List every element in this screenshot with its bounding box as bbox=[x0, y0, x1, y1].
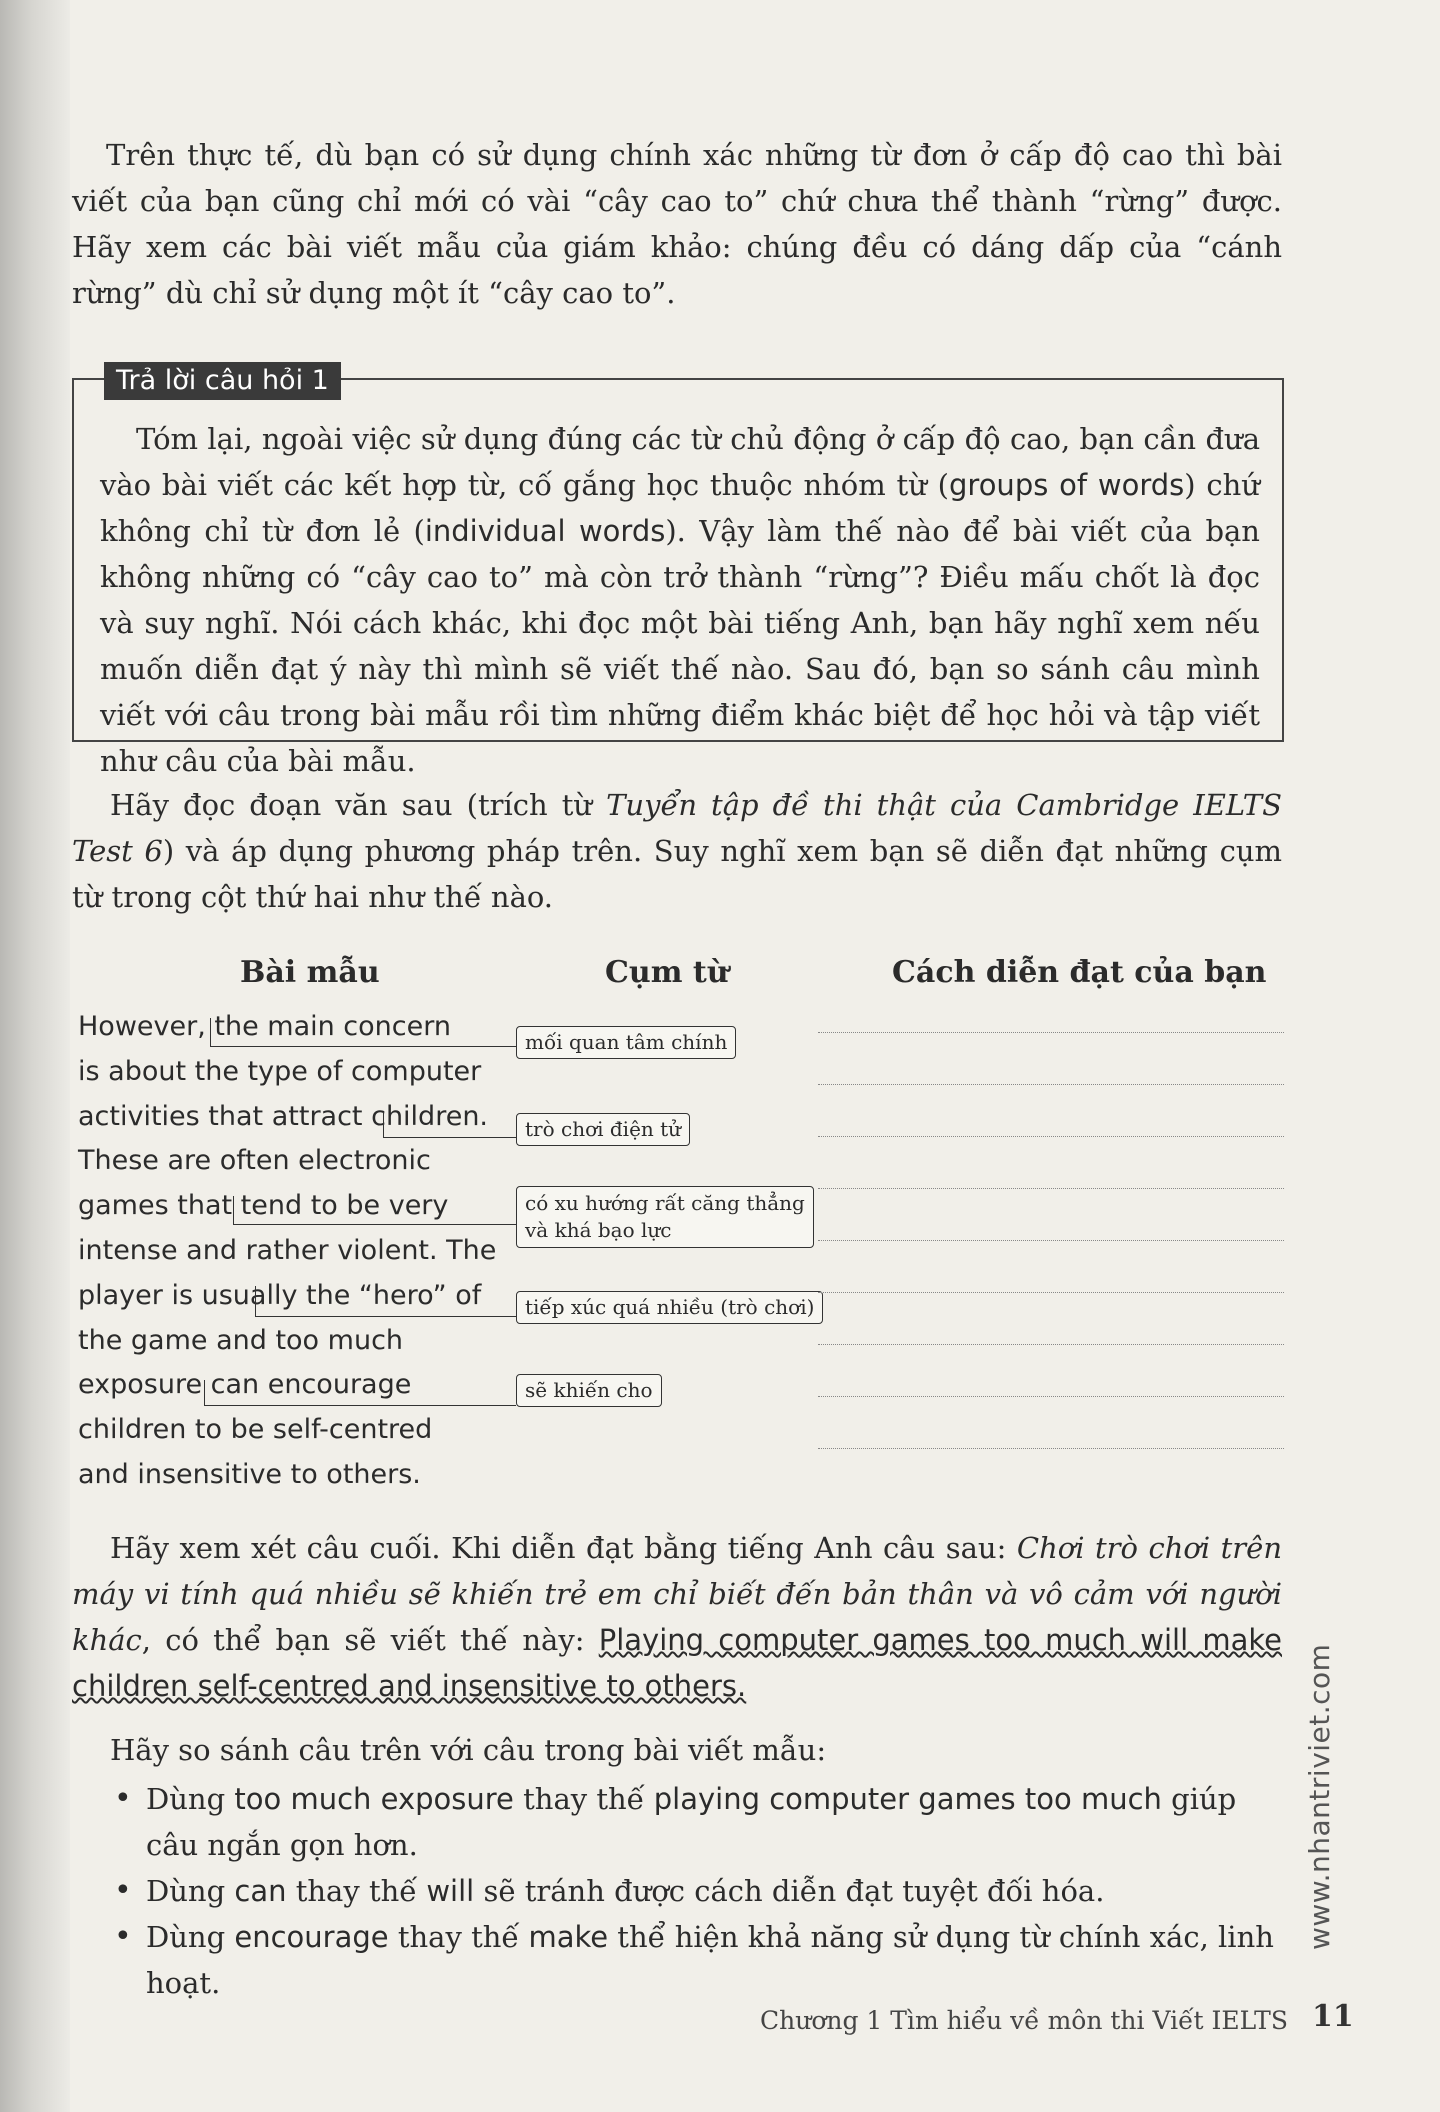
connector-line bbox=[210, 1018, 518, 1047]
answer-box-text bbox=[100, 416, 1260, 784]
bullet-text: sẽ tránh được cách diễn đạt tuyệt đối hóa. bbox=[474, 1874, 1105, 1908]
sample-line: These are often electronic bbox=[78, 1145, 431, 1177]
answer-line[interactable] bbox=[818, 1344, 1284, 1345]
page-gutter-shadow bbox=[0, 0, 70, 2112]
sample-line: intense and rather violent. The bbox=[78, 1234, 497, 1266]
phrase-chip-intense-violent bbox=[516, 1186, 814, 1248]
answer-text-e: ). Vậy làm thế nào để bài viết của bạn không những có “cây cao to” mà còn trở thành “rừng”? Điều mấu chốt là đọc và suy nghĩ. Nói cách khác, khi đọc một bài tiếng Anh, bạn hãy nghĩ xem nếu muốn diễn đạt ý này thì mình sẽ viết thế nào. Sau đó, bạn so sánh câu mình viết với câu trong bài mẫu rồi tìm những điểm khác biệt để học hỏi và tập viết như câu của bài mẫu. bbox=[100, 514, 1260, 778]
intro-paragraph: Trên thực tế, dù bạn có sử dụng chính xác những từ đơn ở cấp độ cao thì bài viết của bạn cũng chỉ mới có vài “cây cao to” chứ chưa thể thành “rừng” được. Hãy xem các bài viết mẫu của giám khảo: chúng đều có dáng dấp của “cánh rừng” dù chỉ sử dụng một ít “cây cao to”. bbox=[72, 138, 1282, 310]
sample-line: games that tend to be very bbox=[78, 1190, 449, 1222]
phrase-chip-encourage: sẽ khiến cho bbox=[516, 1374, 662, 1407]
answer-text-a: Tóm lại, ngoài việc sử dụng đúng các từ chủ động ở cấp độ cao, bạn cần đưa vào bài viết các kết hợp từ, cố gắng học thuộc nhóm từ ( bbox=[100, 422, 1260, 502]
answer-line[interactable] bbox=[818, 1084, 1284, 1085]
connector-line bbox=[233, 1196, 516, 1225]
answer-box-tag: Trả lời câu hỏi 1 bbox=[104, 362, 341, 400]
column-header-yours: Cách diễn đạt của bạn bbox=[892, 955, 1267, 990]
phrase-chip-line: và khá bạo lực bbox=[525, 1218, 672, 1242]
bullet-text: thay thế bbox=[286, 1874, 427, 1908]
phrase-chip-line: có xu hướng rất căng thẳng bbox=[525, 1191, 805, 1215]
sample-line: the game and too much bbox=[78, 1324, 404, 1356]
exercise-intro-a: Hãy đọc đoạn văn sau (trích từ bbox=[110, 788, 607, 822]
consider-a: Hãy xem xét câu cuối. Khi diễn đạt bằng tiếng Anh câu sau: bbox=[110, 1531, 1017, 1565]
page-number: 11 bbox=[1312, 1999, 1354, 2034]
publisher-url: www.nhantriviet.com bbox=[1303, 1643, 1336, 1950]
phrase-chip-electronic-games: trò chơi điện tử bbox=[516, 1113, 690, 1146]
column-header-sample: Bài mẫu bbox=[240, 955, 380, 990]
list-item bbox=[110, 1868, 1290, 1914]
phrase-chip-too-much-exposure: tiếp xúc quá nhiều (trò chơi) bbox=[516, 1291, 823, 1324]
comparison-list bbox=[110, 1776, 1290, 2006]
answer-line[interactable] bbox=[818, 1292, 1284, 1293]
bullet-term: make bbox=[528, 1920, 609, 1954]
sample-line: is about the type of computer bbox=[78, 1055, 482, 1087]
sample-line: and insensitive to others. bbox=[78, 1458, 421, 1490]
bullet-text: Dùng bbox=[146, 1920, 235, 1954]
consider-c: , có thể bạn sẽ viết thế này: bbox=[141, 1623, 599, 1657]
answer-line[interactable] bbox=[818, 1188, 1284, 1189]
sample-passage bbox=[78, 1005, 508, 1498]
bullet-term: encourage bbox=[234, 1920, 389, 1954]
exercise-source-title: Tuyển tập đề thi thật của Cambridge IELTS Test 6 bbox=[72, 788, 1282, 868]
chapter-footer: Chương 1 Tìm hiểu về môn thi Viết IELTS bbox=[760, 2006, 1288, 2035]
sample-line: children to be self-centred bbox=[78, 1414, 433, 1446]
bullet-term: playing computer games too much bbox=[653, 1782, 1162, 1816]
answer-line[interactable] bbox=[818, 1448, 1284, 1449]
bullet-term: will bbox=[426, 1874, 475, 1908]
connector-line bbox=[204, 1380, 516, 1406]
answer-text-groups: groups of words bbox=[949, 468, 1185, 502]
consider-vietnamese-sentence: Chơi trò chơi trên máy vi tính quá nhiều sẽ khiến trẻ em chỉ biết đến bản thân và vô cảm với người khác bbox=[72, 1531, 1282, 1657]
bullet-text: Dùng bbox=[146, 1874, 235, 1908]
bullet-text: giúp câu ngắn gọn hơn. bbox=[146, 1782, 1237, 1862]
bullet-text: Dùng bbox=[146, 1782, 235, 1816]
compare-heading: Hãy so sánh câu trên với câu trong bài viết mẫu: bbox=[110, 1733, 827, 1767]
answer-line[interactable] bbox=[818, 1396, 1284, 1397]
bullet-text: thay thế bbox=[513, 1782, 654, 1816]
bullet-text: thể hiện khả năng sử dụng từ chính xác, linh hoạt. bbox=[146, 1920, 1274, 2000]
sample-line: activities that attract children. bbox=[78, 1100, 489, 1132]
sample-line: player is usually the “hero” of bbox=[78, 1279, 482, 1311]
answer-line[interactable] bbox=[818, 1240, 1284, 1241]
answer-line[interactable] bbox=[818, 1136, 1284, 1137]
consider-paragraph bbox=[72, 1525, 1282, 1709]
connector-line bbox=[255, 1286, 516, 1317]
sample-line: exposure can encourage bbox=[78, 1369, 412, 1401]
phrase-chip-main-concern: mối quan tâm chính bbox=[516, 1026, 736, 1059]
answer-box bbox=[72, 365, 1284, 778]
answer-line[interactable] bbox=[818, 1032, 1284, 1033]
exercise-intro bbox=[72, 782, 1282, 920]
list-item bbox=[110, 1776, 1290, 1868]
answer-text-individual: individual words bbox=[424, 514, 666, 548]
exercise-intro-c: ) và áp dụng phương pháp trên. Suy nghĩ xem bạn sẽ diễn đạt những cụm từ trong cột thứ hai như thế nào. bbox=[72, 834, 1282, 914]
list-item bbox=[110, 1914, 1290, 2006]
bullet-term: too much exposure bbox=[234, 1782, 514, 1816]
consider-english-sentence: Playing computer games too much will make children self-centred and insensitive to others. bbox=[72, 1623, 1282, 1703]
answer-text-c: ) chứ không chỉ từ đơn lẻ ( bbox=[100, 468, 1260, 548]
sample-line: However, the main concern bbox=[78, 1011, 451, 1042]
bullet-term: can bbox=[234, 1874, 287, 1908]
column-header-phrases: Cụm từ bbox=[605, 955, 729, 990]
bullet-text: thay thế bbox=[388, 1920, 529, 1954]
connector-line bbox=[383, 1112, 518, 1138]
